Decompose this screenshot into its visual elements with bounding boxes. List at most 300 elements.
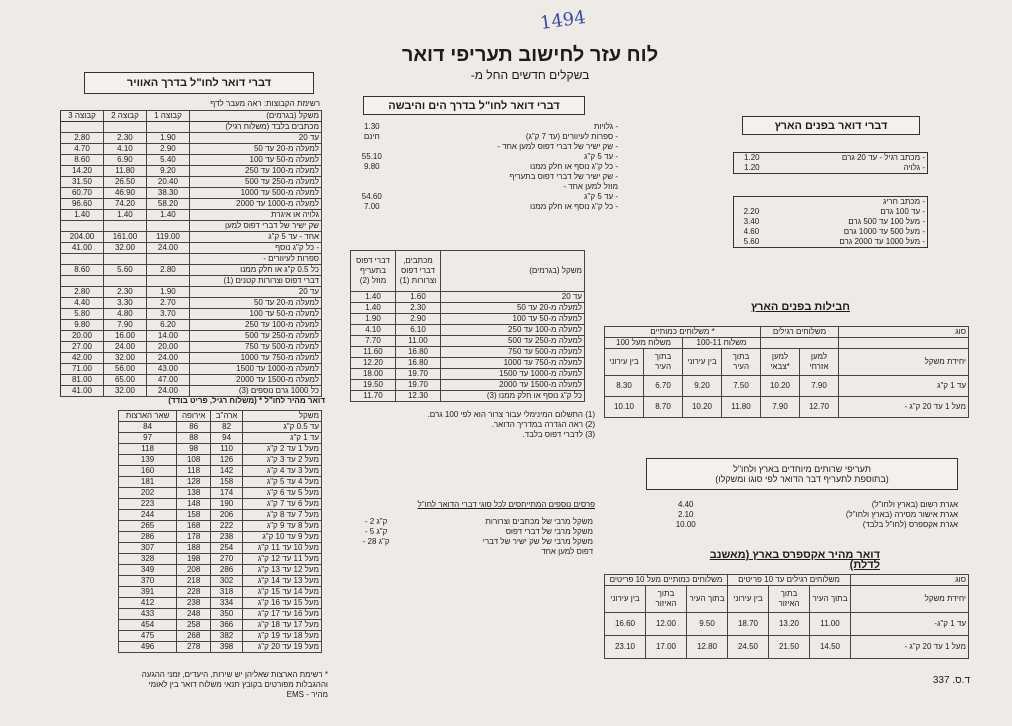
table-cell: בתוך העיר	[687, 586, 728, 613]
table-cell: למעלה מ-50 עד 100	[189, 309, 321, 320]
table-cell: 178	[177, 532, 211, 543]
table-cell: 60.70	[61, 188, 104, 199]
table-cell	[103, 221, 146, 232]
table-cell: - עד 5 ק"ג	[584, 192, 618, 201]
table-cell: 86	[177, 422, 211, 433]
table-row	[119, 543, 322, 554]
sea-heading: דברי דואר לחו"ל בדרך הים והיבשה	[363, 96, 585, 115]
table-cell: קבוצה 1	[146, 111, 189, 122]
table-cell: 56.00	[103, 364, 146, 375]
table-cell: 6.10	[396, 325, 441, 336]
table-row	[605, 376, 969, 397]
table-cell: 2.80	[61, 133, 104, 144]
table-cell: 11.80	[722, 397, 761, 418]
table-row	[660, 520, 960, 530]
table-row	[119, 532, 322, 543]
air-table	[60, 110, 322, 397]
table-cell: עד 0.5 ק"ג	[243, 422, 322, 433]
table-cell: 1.40	[351, 303, 396, 314]
table-cell: דברי דפוס בתעריף מוזל (2)	[351, 251, 396, 292]
table-row	[350, 182, 620, 192]
table-row	[350, 172, 620, 182]
table-cell: מעל 13 עד 14 ק"ג	[243, 576, 322, 587]
table-row	[119, 521, 322, 532]
table-cell: מעל 6 עד 7 ק"ג	[243, 499, 322, 510]
table-row	[61, 386, 322, 397]
table-cell: - שק ישיר של דברי דפוס בתעריף	[509, 172, 618, 181]
form-number: ד.ס. 337	[932, 675, 970, 686]
table-cell: למעלה מ-500 עד 750	[441, 347, 585, 358]
table-cell: 286	[119, 532, 177, 543]
table-cell: 8.70	[644, 397, 683, 418]
table-row	[119, 422, 322, 433]
table-cell: 1.40	[103, 210, 146, 221]
table-cell: 1.40	[146, 210, 189, 221]
domestic-table-1	[733, 152, 928, 174]
table-cell: 4.10	[103, 144, 146, 155]
table-cell: שק ישיר של דברי דפוס למען	[189, 221, 321, 232]
table-cell: 1.40	[61, 210, 104, 221]
table-cell: - כל ק"ג נוסף או חלק ממנו	[530, 162, 618, 171]
table-cell: 366	[211, 620, 243, 631]
table-row	[351, 380, 585, 391]
table-row	[61, 210, 322, 221]
table-cell: 17.00	[646, 636, 687, 659]
table-cell: 223	[119, 499, 177, 510]
table-row	[734, 153, 928, 164]
table-cell: למען אזרחי	[800, 349, 839, 376]
table-cell: 1.90	[146, 287, 189, 298]
table-cell: 138	[177, 488, 211, 499]
table-row	[61, 111, 322, 122]
table-cell: מעל 4 עד 5 ק"ג	[243, 477, 322, 488]
table-cell: 2.10	[677, 510, 694, 519]
table-row	[660, 500, 960, 510]
table-cell: 7.00	[364, 202, 380, 211]
table-cell: 20.00	[146, 342, 189, 353]
parcels-heading: חבילות בפנים הארץ	[751, 301, 850, 313]
table-cell: 10.20	[761, 376, 800, 397]
table-cell: 8.30	[605, 376, 644, 397]
table-cell	[146, 122, 189, 133]
table-cell: 16.80	[396, 358, 441, 369]
table-cell: ספרות לעיוורים -	[189, 254, 321, 265]
table-cell: למעלה מ-50 עד 100	[441, 314, 585, 325]
table-cell: משקל	[243, 411, 322, 422]
table-cell: אגרת אישור מסירה (בארץ ולחו"ל)	[845, 510, 958, 519]
table-cell: 1.30	[364, 122, 380, 131]
table-row	[61, 353, 322, 364]
page-subtitle: בשקלים חדשים החל מ-	[470, 68, 590, 82]
table-row	[350, 142, 620, 152]
table-row	[119, 587, 322, 598]
table-cell: 14.20	[61, 166, 104, 177]
table-cell: 20.00	[61, 331, 104, 342]
table-cell	[61, 122, 104, 133]
table-row	[119, 433, 322, 444]
table-cell: 258	[177, 620, 211, 631]
table-cell: 1.20	[744, 163, 760, 172]
table-cell: 9.80	[364, 162, 380, 171]
page-title: לוח עזר לחישוב תעריפי דואר	[401, 44, 659, 66]
table-row	[119, 620, 322, 631]
table-cell: 202	[119, 488, 177, 499]
table-cell: למעלה מ-1000 עד 2000	[189, 199, 321, 210]
table-cell: 3.30	[103, 298, 146, 309]
table-cell: קבוצה 2	[103, 111, 146, 122]
table-cell: משקל מרבי של דברי דפוס	[505, 527, 593, 536]
table-row	[61, 375, 322, 386]
table-cell: 88	[177, 433, 211, 444]
table-cell: 97	[119, 433, 177, 444]
table-cell: 238	[177, 598, 211, 609]
table-row	[119, 444, 322, 455]
table-cell: 158	[211, 477, 243, 488]
table-cell: 55.10	[361, 152, 382, 161]
table-cell: למעלה מ-50 עד 100	[189, 155, 321, 166]
table-cell: בין עירוני	[683, 349, 722, 376]
table-cell: 5.40	[146, 155, 189, 166]
table-cell: 12.30	[396, 391, 441, 402]
table-cell: 412	[119, 598, 177, 609]
table-row	[119, 554, 322, 565]
table-cell: 11.60	[351, 347, 396, 358]
table-cell: למעלה מ-100 עד 250	[189, 166, 321, 177]
table-cell: 265	[119, 521, 177, 532]
table-cell	[103, 254, 146, 265]
table-row	[350, 527, 595, 537]
table-cell: משלוחים כמותיים מעל 10 פריטים	[605, 575, 728, 586]
table-row	[61, 364, 322, 375]
table-cell: כל ק"ג נוסף או חלק ממנו (3)	[441, 391, 585, 402]
table-cell: סוג	[839, 327, 969, 338]
table-cell: 31.50	[61, 177, 104, 188]
table-row	[351, 303, 585, 314]
table-cell: 58.20	[146, 199, 189, 210]
table-row	[61, 331, 322, 342]
table-cell: 7.90	[103, 320, 146, 331]
table-cell: בתוך העיר	[810, 586, 851, 613]
table-cell: 6.90	[103, 155, 146, 166]
table-cell: משקל (בגרמים)	[441, 251, 585, 292]
table-cell: בתוך האיזור	[769, 586, 810, 613]
table-cell: 5.60	[743, 237, 760, 246]
table-cell: 496	[119, 642, 177, 653]
table-cell: מעל 8 עד 9 ק"ג	[243, 521, 322, 532]
table-cell: 174	[211, 488, 243, 499]
table-row	[351, 347, 585, 358]
table-cell: 24.00	[146, 243, 189, 254]
table-cell: 82	[211, 422, 243, 433]
table-cell: משלוחים כמותיים *	[605, 327, 761, 338]
table-cell: 4.10	[351, 325, 396, 336]
table-cell: 24.00	[146, 353, 189, 364]
table-row	[61, 342, 322, 353]
table-row	[61, 177, 322, 188]
table-cell: 307	[119, 543, 177, 554]
table-cell	[61, 221, 104, 232]
table-cell: גלויה או איגרת	[189, 210, 321, 221]
express-heading: דואר מהיר לחו"ל * (משלוח רגיל, פריט בודד)	[168, 396, 325, 405]
table-cell	[350, 142, 394, 152]
table-cell: 475	[119, 631, 177, 642]
table-cell: 6.70	[644, 376, 683, 397]
table-cell: 16.00	[103, 331, 146, 342]
table-cell: 198	[177, 554, 211, 565]
table-row	[61, 232, 322, 243]
table-cell: 16.60	[605, 613, 646, 636]
table-cell: דפוס למען אחד	[541, 547, 593, 556]
table-cell: 142	[211, 466, 243, 477]
table-cell: למעלה מ-100 עד 250	[189, 320, 321, 331]
table-cell: 14.00	[146, 331, 189, 342]
table-cell: 5.60	[103, 265, 146, 276]
table-cell: מכתבים בלבד (משלוח רגיל)	[189, 122, 321, 133]
table-row	[351, 325, 585, 336]
table-cell: 204.00	[61, 232, 104, 243]
table-row	[119, 466, 322, 477]
table-row	[119, 576, 322, 587]
footnote-line: * רשימת הארצות שאליהן יש שירות, היעדים, זמני ההגעה	[141, 670, 328, 679]
table-cell: 268	[177, 631, 211, 642]
table-cell: - מכתב רגיל - עד 20 גרם	[841, 153, 925, 162]
handwritten-number: 1494	[538, 6, 588, 35]
table-cell: 10.00	[675, 520, 696, 529]
table-row	[61, 144, 322, 155]
table-cell: 41.00	[61, 386, 104, 397]
footnote-line: מהיר - EMS	[286, 690, 328, 699]
table-cell: בין עירוני	[605, 586, 646, 613]
table-cell: - 2 ק"ג	[364, 517, 388, 526]
sea-note: (2) ראה הגדרה במדריך הדואר.	[491, 420, 595, 429]
table-cell: למעלה מ-500 עד 750	[189, 342, 321, 353]
table-cell: 11.80	[103, 166, 146, 177]
table-cell: 12.70	[800, 397, 839, 418]
table-cell: 12.20	[351, 358, 396, 369]
table-cell: מעל 1 עד 2 ק"ג	[243, 444, 322, 455]
table-cell: מוזל למען אחד -	[563, 182, 618, 191]
sea-notes	[345, 410, 595, 440]
table-cell: 65.00	[103, 375, 146, 386]
table-cell	[103, 122, 146, 133]
parcels-table	[604, 326, 969, 418]
table-cell: מעל 18 עד 19 ק"ג	[243, 631, 322, 642]
extra-table	[350, 517, 595, 557]
table-cell: 218	[177, 576, 211, 587]
table-cell: 10.10	[605, 397, 644, 418]
table-row	[61, 265, 322, 276]
table-cell: 454	[119, 620, 177, 631]
table-cell: 7.90	[800, 376, 839, 397]
table-cell: 2.20	[743, 207, 760, 216]
table-cell: 11.00	[810, 613, 851, 636]
table-cell: 108	[177, 455, 211, 466]
local-express-heading: דואר מהיר אקספרס בארץ (מאשנב לדלת)	[709, 549, 880, 571]
table-cell: - כל ק"ג נוסף	[189, 243, 321, 254]
table-row	[351, 358, 585, 369]
table-cell: 254	[211, 543, 243, 554]
table-cell: 148	[177, 499, 211, 510]
table-row	[119, 411, 322, 422]
table-cell: 27.00	[61, 342, 104, 353]
table-cell: למעלה מ-20 עד 50	[441, 303, 585, 314]
footnote-line: וההגבלות מפורטים בקובץ תנאי משלוח דואר בין לאומי	[148, 680, 328, 689]
table-cell: 54.60	[361, 192, 382, 201]
table-cell: מעל 11 עד 12 ק"ג	[243, 554, 322, 565]
table-cell: משקל מרבי של שק ישיר של דברי	[482, 537, 593, 546]
table-cell: 42.00	[61, 353, 104, 364]
table-row	[61, 254, 322, 265]
table-row	[351, 391, 585, 402]
table-cell: 2.30	[396, 303, 441, 314]
table-cell: 168	[177, 521, 211, 532]
table-cell: בין עירוני	[605, 349, 644, 376]
table-row	[734, 237, 928, 248]
special-heading-line: תעריפי שרותים מיוחדים בארץ ולחו"ל	[733, 464, 871, 474]
table-cell: 81.00	[61, 375, 104, 386]
table-row	[351, 292, 585, 303]
local-express-table	[604, 574, 969, 659]
table-cell: 118	[119, 444, 177, 455]
table-cell: 19.70	[396, 369, 441, 380]
table-row	[660, 510, 960, 520]
extra-heading: פרסים נוספים המתייחסים לכל סוגי דברי הדואר לחו"ל	[417, 500, 595, 509]
table-row	[119, 488, 322, 499]
table-cell: 3.40	[743, 217, 760, 226]
table-cell: 14.50	[810, 636, 851, 659]
table-row	[61, 133, 322, 144]
table-row	[119, 642, 322, 653]
table-row	[734, 207, 928, 217]
table-cell: משלוח 100-11	[683, 338, 761, 349]
table-cell: למעלה מ-1500 עד 2000	[441, 380, 585, 391]
table-cell: 46.90	[103, 188, 146, 199]
table-cell: למעלה מ-20 עד 50	[189, 298, 321, 309]
special-table	[660, 500, 960, 530]
table-row	[61, 243, 322, 254]
table-row	[350, 152, 620, 162]
table-cell	[761, 338, 839, 349]
table-cell: 110	[211, 444, 243, 455]
table-cell: - עד 5 ק"ג	[584, 152, 618, 161]
table-row	[61, 309, 322, 320]
table-cell: 94	[211, 433, 243, 444]
table-cell: קבוצה 3	[61, 111, 104, 122]
table-row	[734, 163, 928, 174]
table-cell: 126	[211, 455, 243, 466]
table-cell: מעל 2 עד 3 ק"ג	[243, 455, 322, 466]
table-cell: 41.00	[61, 243, 104, 254]
table-cell: סוג	[851, 575, 969, 586]
table-row	[350, 202, 620, 212]
table-cell: 9.80	[61, 320, 104, 331]
table-cell: 7.90	[761, 397, 800, 418]
table-cell: 222	[211, 521, 243, 532]
table-cell	[146, 276, 189, 287]
table-cell: 32.00	[103, 243, 146, 254]
table-cell: 19.70	[396, 380, 441, 391]
table-cell: 349	[119, 565, 177, 576]
table-cell: 6.20	[146, 320, 189, 331]
table-cell: 2.80	[146, 265, 189, 276]
table-row	[119, 609, 322, 620]
table-cell	[839, 338, 969, 349]
table-cell: 278	[177, 642, 211, 653]
table-row	[351, 369, 585, 380]
table-cell: 1.60	[396, 292, 441, 303]
table-cell: 302	[211, 576, 243, 587]
table-cell: 433	[119, 609, 177, 620]
table-row	[61, 188, 322, 199]
sea-note: (3) לדברי דפוס בלבד.	[522, 430, 595, 439]
table-row	[350, 162, 620, 172]
table-cell: 11.00	[396, 336, 441, 347]
table-cell: מעל 5 עד 6 ק"ג	[243, 488, 322, 499]
table-row	[119, 499, 322, 510]
table-cell: 32.00	[103, 386, 146, 397]
table-cell	[350, 182, 394, 192]
table-row	[119, 455, 322, 466]
table-cell: 158	[177, 510, 211, 521]
table-cell: 21.50	[769, 636, 810, 659]
table-cell: 7.70	[351, 336, 396, 347]
table-cell: 1.40	[351, 292, 396, 303]
table-cell: עד 20	[441, 292, 585, 303]
table-cell: עד 1 ק"ג	[839, 376, 969, 397]
table-row	[61, 276, 322, 287]
table-cell: - גלויה	[903, 163, 925, 172]
table-row	[119, 510, 322, 521]
table-cell: אירופה	[177, 411, 211, 422]
table-cell: 24.00	[146, 386, 189, 397]
table-cell: מעל 17 עד 18 ק"ג	[243, 620, 322, 631]
table-row	[350, 517, 595, 527]
table-cell: 1.20	[744, 153, 760, 162]
table-cell: משלוח מעל 100	[605, 338, 683, 349]
table-cell: 2.70	[146, 298, 189, 309]
table-cell: 1.90	[351, 314, 396, 325]
table-cell: מעל 12 עד 13 ק"ג	[243, 565, 322, 576]
sea-items	[350, 122, 620, 212]
table-cell: - 28 ק"ג	[362, 537, 390, 546]
table-cell: 208	[177, 565, 211, 576]
table-cell: מעל 7 עד 8 ק"ג	[243, 510, 322, 521]
table-cell: 8.60	[61, 155, 104, 166]
table-row	[119, 477, 322, 488]
table-cell: יחידת משקל	[851, 586, 969, 613]
sea-note: (1) התשלום המינימלי עבור צרור הוא לפי 100 גרם.	[427, 410, 595, 419]
table-cell: 23.10	[605, 636, 646, 659]
table-cell: 188	[177, 543, 211, 554]
table-cell: 161.00	[103, 232, 146, 243]
table-cell: משלוחים רגילים	[761, 327, 839, 338]
table-cell: - ספרות לעיוורים (עד 7 ק"ג)	[525, 132, 618, 141]
table-cell: 118	[177, 466, 211, 477]
table-row	[119, 598, 322, 609]
table-row	[605, 397, 969, 418]
sea-table	[350, 250, 585, 402]
table-cell: למעלה מ-20 עד 50	[189, 144, 321, 155]
table-cell: 47.00	[146, 375, 189, 386]
table-cell: יחידת משקל	[839, 349, 969, 376]
table-cell: - 5 ק"ג	[364, 527, 388, 536]
table-cell: 248	[177, 609, 211, 620]
table-cell: - כל ק"ג נוסף או חלק ממנו	[530, 202, 618, 211]
table-row	[734, 217, 928, 227]
table-row	[351, 314, 585, 325]
table-cell: 382	[211, 631, 243, 642]
table-cell: 4.60	[743, 227, 760, 236]
